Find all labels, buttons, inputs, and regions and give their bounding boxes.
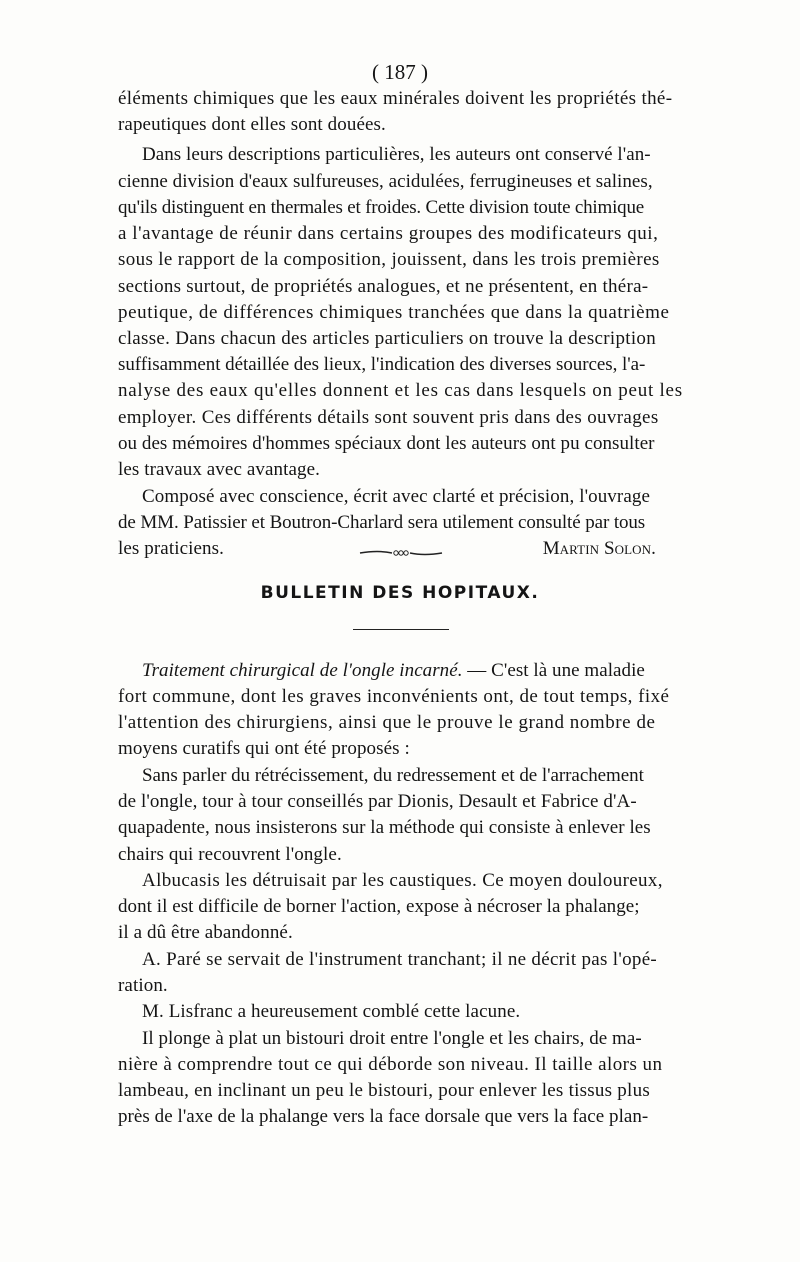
text-line: [142, 660, 680, 682]
text-line: suffisamment détaillée des lieux, l'indication des diverses sources, l'a-: [118, 354, 646, 375]
text-line: moyens curatifs qui ont été proposés :: [118, 738, 410, 759]
text-line: dont il est difficile de borner l'action, expose à nécroser la phalange;: [118, 896, 640, 917]
text-line: Sans parler du rétrécissement, du redressement et de l'arrachement: [142, 765, 644, 786]
text-line: sections surtout, de propriétés analogues, et ne présentent, en théra-: [118, 276, 649, 297]
text-line: nalyse des eaux qu'elles donnent et les cas dans lesquels on peut les: [118, 380, 683, 401]
text-line: cienne division d'eaux sulfureuses, acidulées, ferrugineuses et salines,: [118, 171, 653, 192]
text-line: près de l'axe de la phalange vers la face dorsale que vers la face plan-: [118, 1106, 649, 1127]
text-line: ration.: [118, 975, 168, 996]
text-line: les travaux avec avantage.: [118, 459, 320, 480]
text-line: Dans leurs descriptions particulières, les auteurs ont conservé l'an-: [142, 144, 651, 165]
text-line: M. Lisfranc a heureusement comblé cette lacune.: [142, 1001, 521, 1022]
text-line: chairs qui recouvrent l'ongle.: [118, 844, 342, 865]
text-line: Il plonge à plat un bistouri droit entre l'ongle et les chairs, de ma-: [142, 1028, 642, 1049]
author-signature: Martin Solon.: [542, 538, 656, 559]
text-line: lambeau, en inclinant un peu le bistouri, pour enlever les tissus plus: [118, 1080, 650, 1101]
text-line: les praticiens.: [118, 538, 224, 559]
text-line: nière à comprendre tout ce qui déborde son niveau. Il taille alors un: [118, 1054, 663, 1075]
text-line: qu'ils distinguent en thermales et froides. Cette division toute chimique: [118, 197, 645, 218]
text-line: sous le rapport de la composition, jouissent, dans les trois premières: [118, 249, 660, 270]
text-fragment: — C'est là une maladie: [462, 660, 645, 681]
text-line: de l'ongle, tour à tour conseillés par Dionis, Desault et Fabrice d'A-: [118, 791, 637, 812]
page-number: ( 187 ): [372, 60, 428, 84]
text-line: de MM. Patissier et Boutron-Charlard sera utilement consulté par tous: [118, 512, 646, 533]
text-line: éléments chimiques que les eaux minérales doivent les propriétés thé-: [118, 88, 673, 109]
body-text: [118, 0, 683, 1262]
text-line: fort commune, dont les graves inconvénients ont, de tout temps, fixé: [118, 686, 670, 707]
ornament-divider: [358, 549, 444, 557]
text-line: l'attention des chirurgiens, ainsi que le prouve le grand nombre de: [118, 712, 656, 733]
article-title: Traitement chirurgical de l'ongle incarné.: [142, 660, 463, 681]
text-line: employer. Ces différents détails sont souvent pris dans des ouvrages: [118, 407, 659, 428]
text-line: ou des mémoires d'hommes spéciaux dont les auteurs ont pu consulter: [118, 433, 655, 454]
text-line: rapeutiques dont elles sont douées.: [118, 114, 386, 135]
text-line: classe. Dans chacun des articles particuliers on trouve la description: [118, 328, 657, 349]
text-line: Composé avec conscience, écrit avec clarté et précision, l'ouvrage: [142, 486, 651, 507]
text-line: quapadente, nous insisterons sur la méthode qui consiste à enlever les: [118, 817, 651, 838]
text-line: A. Paré se servait de l'instrument tranchant; il ne décrit pas l'opé-: [142, 949, 658, 970]
text-line: peutique, de différences chimiques tranchées que dans la quatrième: [118, 302, 670, 323]
text-line: Albucasis les détruisait par les caustiques. Ce moyen douloureux,: [142, 870, 663, 891]
heading-rule: [353, 629, 449, 630]
section-heading: BULLETIN DES HOPITAUX.: [260, 583, 540, 603]
text-line: il a dû être abandonné.: [118, 922, 293, 943]
text-line: a l'avantage de réunir dans certains groupes des modificateurs qui,: [118, 223, 659, 244]
